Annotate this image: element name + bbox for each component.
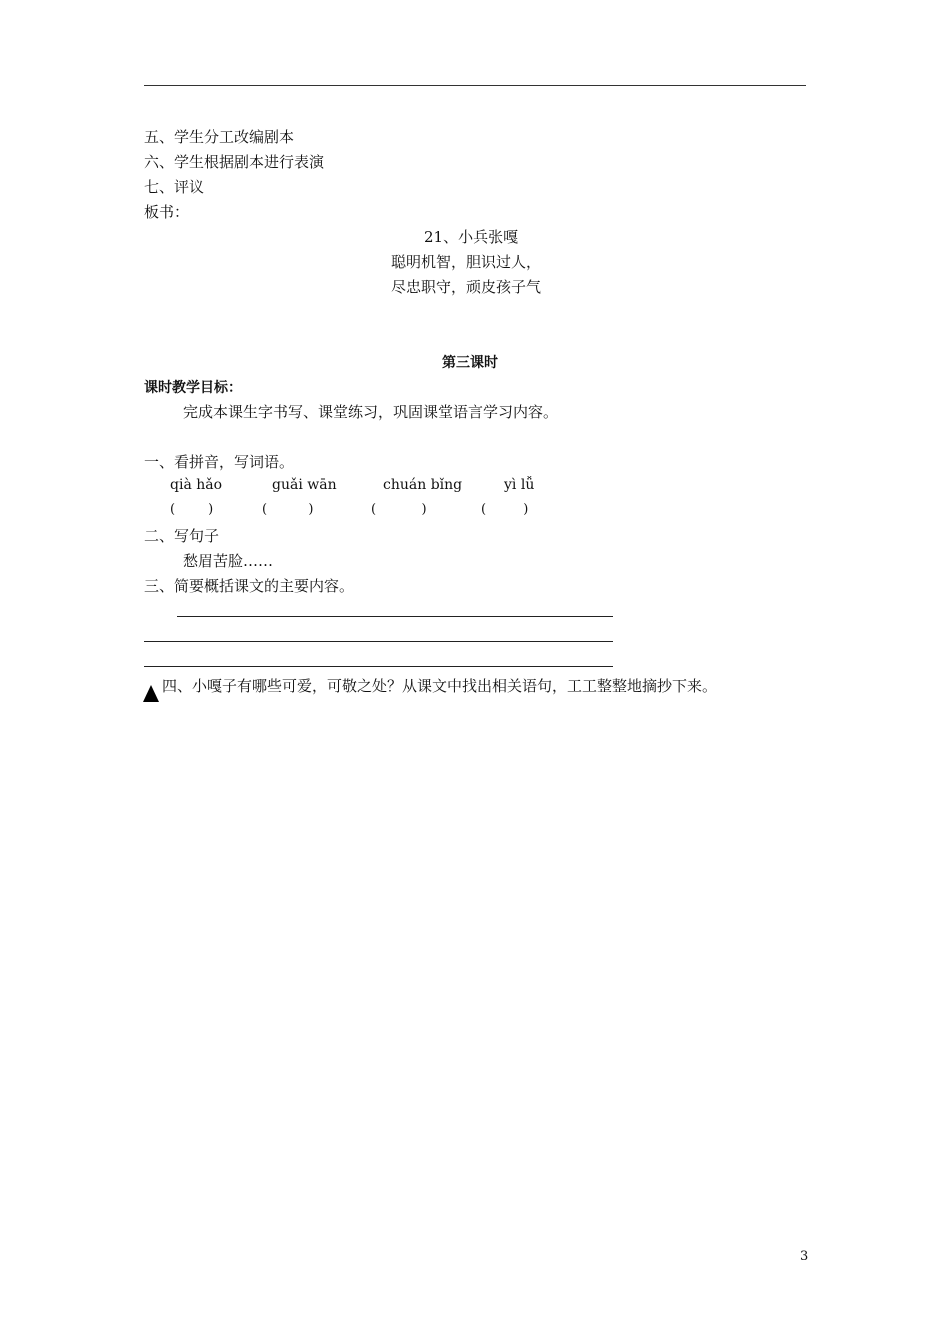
- question-2-prompt: 愁眉苦脸……: [183, 552, 274, 570]
- answer-line-2[interactable]: [144, 641, 613, 642]
- question-1: 一、看拼音，写词语。: [144, 453, 295, 471]
- triangle-marker-icon: [143, 685, 159, 702]
- board-label: 板书：: [144, 203, 190, 221]
- pinyin-3: chuán bǐng: [383, 477, 463, 493]
- item-7: 七、评议: [144, 178, 205, 196]
- answer-line-3[interactable]: [144, 666, 613, 667]
- page-number: 3: [800, 1249, 809, 1264]
- goal-text: 完成本课生字书写、课堂练习，巩固课堂语言学习内容。: [183, 403, 559, 421]
- goal-label: 课时教学目标：: [144, 380, 242, 396]
- question-2: 二、写句子: [144, 527, 220, 545]
- board-title: 21、小兵张嘎: [424, 228, 519, 246]
- board-line-1: 聪明机智，胆识过人，: [391, 253, 542, 271]
- answer-blank-4[interactable]: ( ): [481, 502, 529, 517]
- pinyin-2: guǎi wān: [272, 477, 337, 493]
- lesson3-heading: 第三课时: [442, 355, 498, 371]
- answer-blank-2[interactable]: ( ): [262, 502, 314, 517]
- item-6: 六、学生根据剧本进行表演: [144, 153, 325, 171]
- item-5: 五、学生分工改编剧本: [144, 128, 295, 146]
- answer-blank-1[interactable]: ( ): [170, 502, 214, 517]
- pinyin-4: yì lǚ: [504, 477, 535, 493]
- answer-blank-3[interactable]: ( ): [371, 502, 427, 517]
- board-line-2: 尽忠职守，顽皮孩子气: [391, 278, 542, 296]
- header-rule: [144, 85, 806, 86]
- pinyin-1: qià hǎo: [170, 477, 223, 493]
- question-4: 四、小嘎子有哪些可爱，可敬之处？从课文中找出相关语句，工工整整地摘抄下来。: [162, 677, 718, 695]
- answer-line-1[interactable]: [177, 616, 613, 617]
- question-3: 三、简要概括课文的主要内容。: [144, 577, 355, 595]
